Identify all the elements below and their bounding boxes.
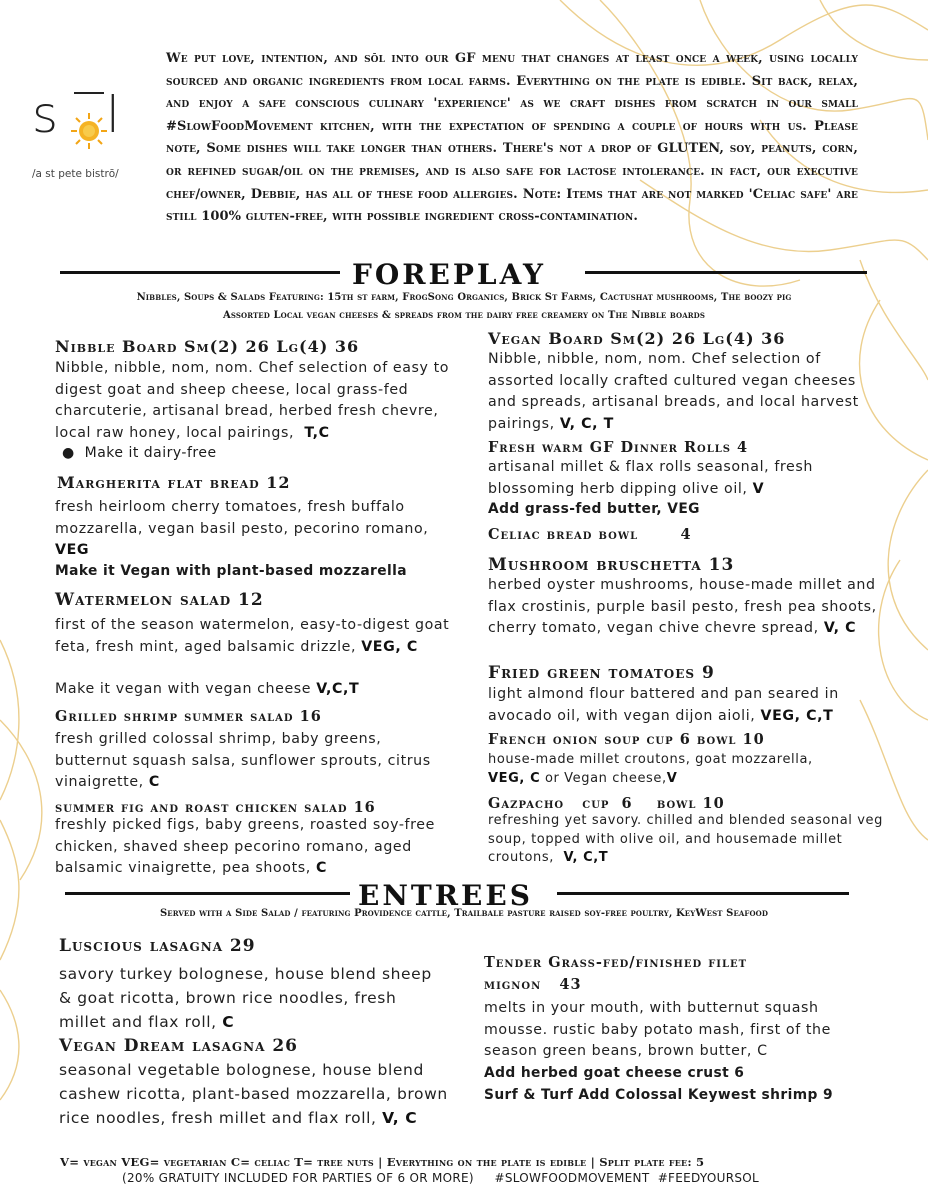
filet-addon-goat-cheese: Add herbed goat cheese crust 6 <box>484 1065 745 1081</box>
filet-desc: melts in your mouth, with butternut squash mousse. rustic baby potato mash, first of the season green beans, brown butter, C <box>484 1000 831 1059</box>
lasagna-desc: savory turkey bolognese, house blend sheep & goat ricotta, brown rice noodles, fresh millet and flax roll, C <box>59 965 432 1031</box>
section-title-entrees: ENTREES <box>358 879 533 912</box>
margherita-title: Margherita flat bread 12 <box>57 473 291 492</box>
intro-paragraph: We put love, intention, and sōl into our GF menu that changes at least once a week, using locally sourced and organic ingredients from local farms. Everything on the plate is edible. Sit back, relax, and enjoy a safe conscious culinary 'experience' as we craft dishes from scratch in our small #SlowFoodMovement kitchen, with the expectation of spending a couple of hours with us. Please note, Some dishes will take longer than others. There's not a drop of GLUTEN, soy, peanuts, corn, or refined sugar/oil on the premises, and is also safe for lactose intolerance. in fact, our executive chef/owner, Debbie, has all of these food allergies. Note: Items that are not marked 'Celiac safe' are still 100% gluten-free, with possible ingredient cross-contamination. <box>166 51 858 225</box>
entrees-subtitle: Served with a Side Salad / featuring Providence cattle, Trailbale pasture raised soy-free poultry, KeyWest Seafood <box>159 908 769 919</box>
divider-right <box>585 271 867 274</box>
filet-title-line1: Tender Grass-fed/finished filet <box>484 954 748 971</box>
filet-addon-surf-turf: Surf & Turf Add Colossal Keywest shrimp 9 <box>484 1087 833 1103</box>
nibble-board-title: Nibble Board Sm(2) 26 Lg(4) 36 <box>55 337 360 356</box>
green-tomatoes-desc: light almond flour battered and pan seared in avocado oil, with vegan dijon aioli, VEG, C,T <box>488 686 839 724</box>
watermelon-title: Watermelon salad 12 <box>55 590 264 610</box>
shrimp-salad-desc: fresh grilled colossal shrimp, baby greens, butternut squash salsa, sunflower sprouts, citrus vinaigrette, C <box>55 731 431 790</box>
logo-tagline: /a st pete bistrō/ <box>32 168 119 180</box>
green-tomatoes-title: Fried green tomatoes 9 <box>488 663 715 683</box>
logo: s l /a st pete bistrō/ <box>32 86 120 180</box>
vegan-board-title: Vegan Board Sm(2) 26 Lg(4) 36 <box>488 329 786 348</box>
entrees-divider-left <box>65 892 350 895</box>
margherita-desc: fresh heirloom cherry tomatoes, fresh buffalo mozzarella, vegan basil pesto, pecorino romano, VEG <box>55 499 429 558</box>
vegan-board-desc: Nibble, nibble, nom, nom. Chef selection of assorted locally crafted cultured vegan cheeses and spreads, artisanal breads, and local harvest pairings, V, C, T <box>488 351 859 432</box>
sun-icon <box>70 112 108 150</box>
shrimp-salad-title: Grilled shrimp summer salad 16 <box>55 708 322 725</box>
nibble-board-tags: T,C <box>304 424 330 441</box>
dinner-rolls-title: Fresh warm GF Dinner Rolls 4 <box>488 439 749 456</box>
nibble-board-desc: Nibble, nibble, nom, nom. Chef selection of easy to digest goat and sheep cheese, local grass-fed charcuterie, artisanal bread, herbed fresh chevre, local raw honey, local pairings, T,C <box>55 360 450 441</box>
watermelon-desc: first of the season watermelon, easy-to-digest goat feta, fresh mint, aged balsamic drizzle, VEG, C <box>55 617 450 655</box>
bruschetta-title: Mushroom bruschetta 13 <box>488 555 735 575</box>
vegan-lasagna-desc: seasonal vegetable bolognese, house blend cashew ricotta, plant-based mozzarella, brown rice noodles, fresh millet and flax roll, V, C <box>59 1061 448 1127</box>
gazpacho-desc: refreshing yet savory. chilled and blended seasonal veg soup, topped with olive oil, and housemade millet croutons, V, C,T <box>488 813 883 866</box>
foreplay-subtitle-1: Nibbles, Soups & Salads Featuring: 15th st farm, FrogSong Organics, Brick St Farms, Cactushat mushrooms, The boozy pig <box>136 292 792 303</box>
dinner-rolls-addon: Add grass-fed butter, VEG <box>488 501 700 517</box>
foreplay-subtitle-2: Assorted Local vegan cheeses & spreads from the dairy free creamery on The Nibble boards <box>222 310 706 321</box>
bullet-icon: ● <box>62 445 85 461</box>
filet-title-line2: mignon 43 <box>484 976 582 993</box>
watermelon-addon: Make it vegan with vegan cheese V,C,T <box>55 681 360 697</box>
footer-note: (20% GRATUITY INCLUDED FOR PARTIES OF 6 OR MORE) #SLOWFOODMOVEMENT #FEEDYOURSOL <box>122 1171 759 1185</box>
gazpacho-title: Gazpacho cup 6 bowl 10 <box>488 795 725 812</box>
lasagna-title: Luscious lasagna 29 <box>59 936 256 956</box>
onion-soup-title: French onion soup cup 6 bowl 10 <box>488 731 765 748</box>
dinner-rolls-desc: artisanal millet & flax rolls seasonal, fresh blossoming herb dipping olive oil, V <box>488 459 813 497</box>
onion-soup-desc: house-made millet croutons, goat mozzarella, VEG, C or Vegan cheese,V <box>488 752 813 786</box>
bruschetta-desc: herbed oyster mushrooms, house-made millet and flax crostinis, purple basil pesto, fresh pea shoots, cherry tomato, vegan chive chevre spread, V, C <box>488 577 877 636</box>
divider-left <box>60 271 340 274</box>
margherita-addon: Make it Vegan with plant-based mozzarella <box>55 563 407 579</box>
vegan-lasagna-title: Vegan Dream lasagna 26 <box>59 1036 298 1056</box>
legend-line: V= vegan VEG= vegetarian C= celiac T= tree nuts | Everything on the plate is edible | Split plate fee: 5 <box>60 1155 705 1169</box>
entrees-divider-right <box>557 892 849 895</box>
bread-bowl-title: Celiac bread bowl 4 <box>488 526 692 543</box>
section-title-foreplay: FOREPLAY <box>352 258 546 291</box>
fig-salad-title: summer fig and roast chicken salad 16 <box>55 799 376 816</box>
nibble-dairy-free-option: ● Make it dairy-free <box>62 445 217 461</box>
fig-salad-desc: freshly picked figs, baby greens, roasted soy-free chicken, shaved sheep pecorino romano, aged balsamic vinaigrette, pea shoots, C <box>55 817 435 876</box>
